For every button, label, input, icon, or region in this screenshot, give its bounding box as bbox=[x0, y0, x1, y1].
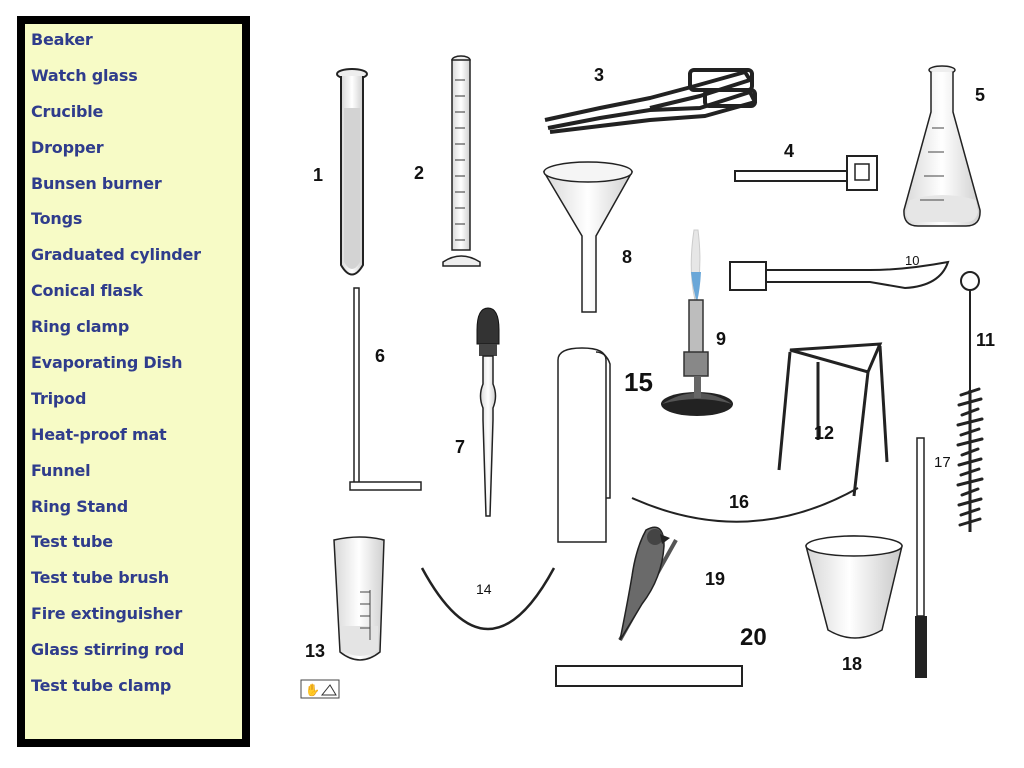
fire-extinguisher-icon bbox=[558, 348, 610, 542]
label-12: 12 bbox=[814, 423, 835, 443]
label-19: 19 bbox=[705, 569, 726, 589]
label-7: 7 bbox=[455, 437, 466, 457]
test-tube-brush-icon bbox=[958, 272, 982, 532]
label-15: 15 bbox=[624, 367, 653, 397]
glass-tube-icon bbox=[556, 666, 742, 686]
graduated-cylinder-icon bbox=[443, 56, 480, 266]
label-14: 14 bbox=[476, 581, 492, 597]
label-18: 18 bbox=[842, 654, 863, 674]
word-item: Beaker bbox=[31, 30, 93, 49]
label-1: 1 bbox=[313, 165, 324, 185]
word-item: Dropper bbox=[31, 137, 104, 157]
word-item: Fire extinguisher bbox=[31, 604, 183, 624]
beaker-icon bbox=[334, 537, 384, 660]
ring-clamp-icon bbox=[735, 156, 877, 190]
svg-text:✋: ✋ bbox=[305, 683, 320, 697]
conical-flask-icon bbox=[904, 66, 980, 226]
label-9: 9 bbox=[716, 329, 727, 349]
word-item: Heat-proof mat bbox=[31, 424, 167, 444]
crucible-icon bbox=[806, 536, 902, 638]
word-item: Funnel bbox=[31, 460, 91, 480]
word-item: Test tube brush bbox=[31, 568, 169, 588]
word-item: Evaporating Dish bbox=[31, 353, 183, 373]
funnel-icon bbox=[544, 162, 632, 312]
label-3: 3 bbox=[594, 65, 605, 85]
dropper-icon bbox=[477, 308, 499, 516]
label-2: 2 bbox=[414, 163, 425, 183]
label-13: 13 bbox=[305, 641, 326, 661]
word-item: Test tube clamp bbox=[31, 676, 172, 696]
word-item: Glass stirring rod bbox=[31, 640, 185, 660]
word-item: Graduated cylinder bbox=[31, 245, 201, 265]
label-5: 5 bbox=[975, 85, 986, 105]
label-17: 17 bbox=[934, 454, 951, 471]
label-6: 6 bbox=[375, 346, 386, 366]
word-item: Tongs bbox=[31, 209, 83, 229]
tripod-icon bbox=[779, 344, 887, 496]
label-8: 8 bbox=[622, 247, 633, 267]
word-item: Crucible bbox=[31, 101, 104, 121]
label-4: 4 bbox=[784, 141, 795, 161]
glass-stirring-rod-icon bbox=[915, 438, 927, 678]
word-item: Ring Stand bbox=[31, 496, 129, 516]
label-11: 11 bbox=[976, 330, 996, 350]
label-20: 20 bbox=[740, 624, 767, 651]
bunsen-burner-icon bbox=[661, 230, 733, 416]
watch-glass-icon bbox=[422, 568, 554, 629]
test-tube-icon bbox=[337, 69, 367, 275]
word-item: Conical flask bbox=[31, 281, 143, 301]
parrot-icon bbox=[620, 527, 676, 640]
word-item: Ring clamp bbox=[31, 317, 130, 337]
word-item: Test tube bbox=[31, 532, 113, 552]
word-item: Watch glass bbox=[31, 65, 138, 85]
label-10: 10 bbox=[905, 253, 920, 268]
slide-toolbar-icon bbox=[301, 680, 339, 698]
label-16: 16 bbox=[729, 492, 750, 512]
ring-stand-icon bbox=[350, 288, 421, 490]
word-item: Bunsen burner bbox=[31, 173, 162, 193]
word-item: Tripod bbox=[31, 388, 87, 408]
tongs-icon bbox=[545, 70, 755, 132]
